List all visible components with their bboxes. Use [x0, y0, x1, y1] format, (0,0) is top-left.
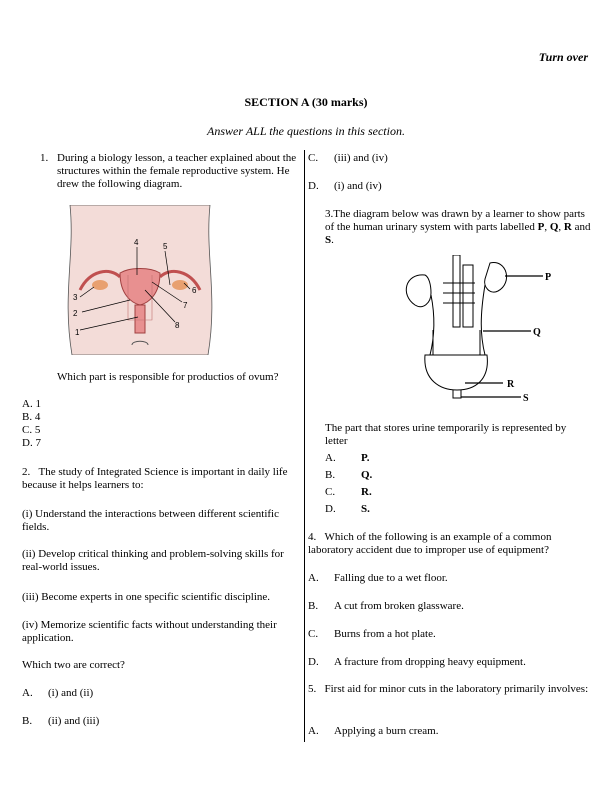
q2-statement-1: (i) Understand the interactions between different scientific fields.	[22, 508, 279, 533]
diagram1-label-3: 3	[73, 293, 78, 302]
diagram1-label-5: 5	[163, 242, 168, 251]
q2-number: 2.	[22, 466, 31, 478]
diagram1-label-4: 4	[134, 238, 139, 247]
q4-number: 4.	[308, 531, 317, 543]
q3-option-d[interactable]: D. S.	[325, 503, 370, 515]
q2-option-c[interactable]: C. (iii) and (iv)	[308, 152, 388, 164]
q3-option-c[interactable]: C. R.	[325, 486, 372, 498]
urinary-label-s: S	[523, 393, 529, 403]
q2-text: The study of Integrated Science is important in daily life because it helps learners to:	[22, 466, 288, 491]
q1-question: Which part is responsible for productios of ovum?	[57, 371, 279, 383]
column-divider	[304, 150, 305, 742]
q2-option-d[interactable]: D. (i) and (iv)	[308, 180, 382, 192]
q5-number: 5.	[308, 683, 317, 695]
q4-option-c[interactable]: C. Burns from a hot plate.	[308, 628, 436, 640]
q5-stem	[308, 683, 594, 696]
section-title: SECTION A (30 marks)	[244, 95, 368, 109]
q4-option-a[interactable]: A. Falling due to a wet floor.	[308, 572, 448, 584]
q3-option-a[interactable]: A. P.	[325, 452, 370, 464]
q4-option-b[interactable]: B. A cut from broken glassware.	[308, 600, 464, 612]
diagram1-label-1: 1	[75, 328, 80, 337]
q5-text: First aid for minor cuts in the laboratory primarily involves:	[324, 683, 589, 695]
q1-option-a[interactable]: A. 1	[22, 398, 41, 410]
diagram1-label-2: 2	[73, 309, 78, 318]
urinary-label-q: Q	[533, 327, 541, 338]
q1-text: During a biology lesson, a teacher explained about the structures within the female reproductive system. He drew the following diagram.	[57, 152, 297, 190]
diagram1-label-7: 7	[183, 301, 188, 310]
q1-number: 1.	[40, 152, 49, 164]
section-instruction: Answer ALL the questions in this section.	[207, 124, 405, 138]
turn-over-label: Turn over	[538, 50, 588, 64]
q3-intro: 3.The diagram below was drawn by a learner to show parts of the human urinary system with parts labelled P, Q, R and S.	[325, 208, 591, 246]
urinary-system-diagram	[395, 255, 565, 403]
q4-option-d[interactable]: D. A fracture from dropping heavy equipment.	[308, 656, 526, 668]
q1-option-d[interactable]: D. 7	[22, 437, 41, 449]
q3-question: The part that stores urine temporarily is represented by letter	[325, 422, 567, 447]
q2-option-b[interactable]: B. (ii) and (iii)	[22, 715, 100, 727]
q4-stem	[308, 531, 594, 557]
q1-option-c[interactable]: C. 5	[22, 424, 41, 436]
q2-statement-2: (ii) Develop critical thinking and problem-solving skills for real-world issues.	[22, 548, 284, 573]
q3-option-b[interactable]: B. Q.	[325, 469, 373, 481]
q5-option-a[interactable]: A. Applying a burn cream.	[308, 725, 439, 737]
q2-stem	[22, 466, 302, 492]
q1-option-b[interactable]: B. 4	[22, 411, 41, 423]
diagram1-label-6: 6	[192, 286, 197, 295]
q2-question: Which two are correct?	[22, 659, 125, 671]
urinary-label-p: P	[545, 272, 552, 283]
diagram1-label-8: 8	[175, 321, 180, 330]
q2-statement-3: (iii) Become experts in one specific scientific discipline.	[22, 591, 271, 603]
q4-text: Which of the following is an example of a common laboratory accident due to improper use of equipment?	[308, 531, 552, 556]
q2-option-a[interactable]: A. (i) and (ii)	[22, 687, 94, 699]
urinary-label-r: R	[507, 379, 515, 390]
q2-statement-4: (iv) Memorize scientific facts without understanding their application.	[22, 619, 277, 644]
female-reproductive-diagram	[60, 205, 220, 355]
